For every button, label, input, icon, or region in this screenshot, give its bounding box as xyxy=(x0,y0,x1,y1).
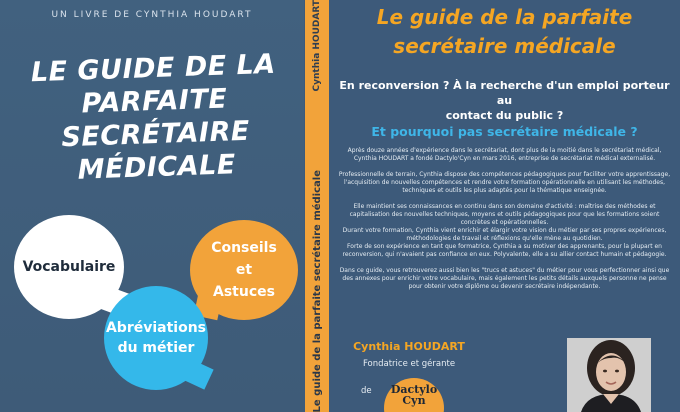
front-title xyxy=(8,47,302,189)
back-title-line-2: secrétaire médicale xyxy=(393,34,616,58)
spine-author-text: Cynthia HOUDART xyxy=(312,0,322,92)
signature-role: Fondatrice et gérante xyxy=(362,359,456,369)
spine-title xyxy=(305,169,329,412)
author-line: UN LIVRE DE CYNTHIA HOUDART xyxy=(51,10,253,20)
abbreviations-bubble xyxy=(104,286,208,390)
signature-name: Cynthia HOUDART xyxy=(353,340,465,353)
body-paragraph: Dans ce guide, vous retrouverez aussi bien les "trucs et astuces" du métier pour vous perfectionner ainsi que des annexes pour enrichir votre vocabulaire, mais également les petits détails auxquels personne ne pense pour obtenir votre diplôme ou devenir secrétaire indépendante. xyxy=(339,267,670,290)
body-paragraph: Durant votre formation, Cynthia vient enrichir et élargir votre vision du métier par ses propres expériences, méthodologies de travail et réflexions qu'elle mène au quotidien. xyxy=(342,227,667,242)
body-paragraph: Elle maintient ses connaissances en continu dans son domaine d'activité : maîtrise des méthodes et capitalisation des nouvelles techniques, moyens et outils pédagogiques pour que les formations soient concrètes et opérationnelles. xyxy=(349,203,660,226)
front-title-line-3: SECRÉTAIRE xyxy=(60,115,251,154)
front-title-line-2: PARFAITE xyxy=(81,83,228,120)
bubble-tail xyxy=(184,360,213,389)
tips-line-1: Conseils xyxy=(211,240,277,256)
intro-line-1: En reconversion ? À la recherche d'un emploi porteur au xyxy=(339,79,670,107)
body-paragraph: Forte de son expérience en tant que formatrice, Cynthia a su motiver des apprenants, pour la plupart en reconversion, qui n'avaient pas confiance en eux. Polyvalente, elle a su allier contact humain et pédagogie. xyxy=(342,243,667,258)
tips-line-3: Astuces xyxy=(213,284,275,300)
back-title xyxy=(329,3,680,61)
logo-line-1: Dactylo xyxy=(390,383,438,396)
vocabulary-label: Vocabulaire xyxy=(22,259,116,275)
logo-line-2: Cyn xyxy=(402,394,426,407)
abbreviations-line-1: Abréviations xyxy=(105,320,207,336)
body-paragraph: Après douze années d'expérience dans le secrétariat, dont plus de la moitié dans le secrétariat médical, Cynthia HOUDART a fondé Dactylo'Cyn en mars 2016, entreprise de secrétariat médical externalisé. xyxy=(347,147,662,162)
author-photo xyxy=(567,338,651,412)
back-title-line-1: Le guide de la parfaite xyxy=(376,5,633,29)
body-paragraph: Professionnelle de terrain, Cynthia dispose des compétences pédagogiques pour faciliter votre apprentissage, l'acquisition de nouvelles compétences et rendre votre formation opérationnelle en utilisant les méthodes, techniques et outils les plus adaptés pour la thématique enseignée. xyxy=(338,171,671,194)
why-heading: Et pourquoi pas secrétaire médicale ? xyxy=(371,124,638,139)
tips-line-2: et xyxy=(235,262,253,278)
intro-question xyxy=(337,78,672,123)
front-title-line-1: LE GUIDE DE LA xyxy=(30,48,277,89)
abbreviations-line-2: du métier xyxy=(117,340,195,356)
back-cover xyxy=(329,0,680,412)
spine-title-text: Le guide de la parfaite secrétaire médicale xyxy=(311,169,323,412)
back-body-text xyxy=(337,147,672,299)
front-cover xyxy=(0,0,304,412)
tips-label xyxy=(211,237,277,303)
intro-line-2: contact du public ? xyxy=(445,109,564,122)
author-portrait-image xyxy=(567,338,651,412)
abbreviations-label xyxy=(106,318,206,358)
dactylo-cyn-logo xyxy=(384,378,444,412)
vocabulary-bubble xyxy=(14,215,124,319)
tips-bubble xyxy=(190,220,298,320)
spine-author xyxy=(305,0,329,180)
front-title-line-4: MÉDICALE xyxy=(77,149,237,186)
signature-de: de xyxy=(361,386,372,396)
